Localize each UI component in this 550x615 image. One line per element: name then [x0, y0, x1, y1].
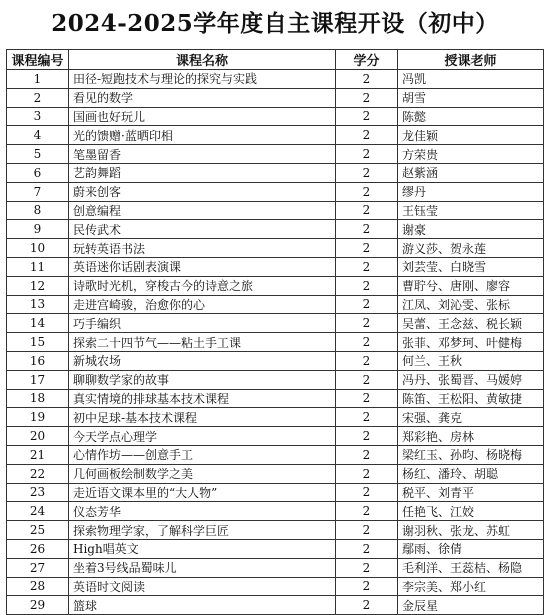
course-number-cell: 27: [7, 558, 69, 577]
teacher-cell: 赵紫涵: [398, 163, 544, 182]
course-name-cell: 新城农场: [69, 351, 336, 370]
course-number-cell: 18: [7, 389, 69, 408]
table-row: [7, 182, 544, 201]
course-number-cell: 9: [7, 220, 69, 239]
course-number-cell: 17: [7, 370, 69, 389]
course-name-cell: High唱英文: [69, 539, 336, 558]
course-name-cell: 聊聊数学家的故事: [69, 370, 336, 389]
teacher-cell: 任艳飞、江姣: [398, 502, 544, 521]
credit-cell: 2: [336, 427, 398, 446]
teacher-cell: 张菲、邓梦珂、叶健梅: [398, 333, 544, 352]
table-row: [7, 276, 544, 295]
course-name-cell: 探索二十四节气——粘土手工课: [69, 333, 336, 352]
course-name-cell: 笔墨留香: [69, 145, 336, 164]
teacher-cell: 游义莎、贺永莲: [398, 239, 544, 258]
table-row: [7, 483, 544, 502]
credit-cell: 2: [336, 107, 398, 126]
credit-cell: 2: [336, 483, 398, 502]
teacher-cell: 宋强、龚克: [398, 408, 544, 427]
header-credit: 学分: [336, 50, 398, 70]
course-number-cell: 13: [7, 295, 69, 314]
credit-cell: 2: [336, 596, 398, 615]
course-name-cell: 真实情境的排球基本技术课程: [69, 389, 336, 408]
table-row: [7, 596, 544, 615]
credit-cell: 2: [336, 351, 398, 370]
course-number-cell: 4: [7, 126, 69, 145]
credit-cell: 2: [336, 521, 398, 540]
table-row: [7, 70, 544, 89]
course-name-cell: 坐着3号线品蜀味儿: [69, 558, 336, 577]
course-number-cell: 22: [7, 464, 69, 483]
credit-cell: 2: [336, 88, 398, 107]
table-row: [7, 502, 544, 521]
table-row: [7, 126, 544, 145]
teacher-cell: 何兰、王秋: [398, 351, 544, 370]
teacher-cell: 胡雪: [398, 88, 544, 107]
table-row: [7, 295, 544, 314]
credit-cell: 2: [336, 314, 398, 333]
table-row: [7, 257, 544, 276]
course-number-cell: 14: [7, 314, 69, 333]
credit-cell: 2: [336, 126, 398, 145]
credit-cell: 2: [336, 257, 398, 276]
table-row: [7, 558, 544, 577]
course-number-cell: 2: [7, 88, 69, 107]
table-row: [7, 220, 544, 239]
course-number-cell: 28: [7, 577, 69, 596]
course-name-cell: 英语时文阅读: [69, 577, 336, 596]
table-row: [7, 333, 544, 352]
course-number-cell: 10: [7, 239, 69, 258]
credit-cell: 2: [336, 408, 398, 427]
course-number-cell: 6: [7, 163, 69, 182]
teacher-cell: 金辰星: [398, 596, 544, 615]
course-number-cell: 12: [7, 276, 69, 295]
course-number-cell: 1: [7, 70, 69, 89]
credit-cell: 2: [336, 163, 398, 182]
teacher-cell: 鄢雨、徐倩: [398, 539, 544, 558]
table-header-row: [7, 50, 544, 70]
course-number-cell: 20: [7, 427, 69, 446]
course-name-cell: 玩转英语书法: [69, 239, 336, 258]
course-number-cell: 23: [7, 483, 69, 502]
credit-cell: 2: [336, 70, 398, 89]
credit-cell: 2: [336, 577, 398, 596]
course-name-cell: 田径-短跑技术与理论的探究与实践: [69, 70, 336, 89]
course-number-cell: 29: [7, 596, 69, 615]
page-title: 2024-2025学年度自主课程开设（初中）: [51, 10, 499, 37]
table-row: [7, 351, 544, 370]
teacher-cell: 谢豪: [398, 220, 544, 239]
credit-cell: 2: [336, 201, 398, 220]
course-name-cell: 英语迷你话剧表演课: [69, 257, 336, 276]
course-name-cell: 篮球: [69, 596, 336, 615]
course-number-cell: 5: [7, 145, 69, 164]
table-row: [7, 408, 544, 427]
table-row: [7, 201, 544, 220]
teacher-cell: 郑彩艳、房林: [398, 427, 544, 446]
table-row: [7, 445, 544, 464]
course-number-cell: 26: [7, 539, 69, 558]
teacher-cell: 杨红、潘玲、胡聪: [398, 464, 544, 483]
teacher-cell: 吴蕾、王念兹、税长颖: [398, 314, 544, 333]
course-table: [6, 49, 544, 615]
teacher-cell: 曹聍兮、唐刚、廖容: [398, 276, 544, 295]
table-body: [7, 70, 544, 615]
table-row: [7, 314, 544, 333]
teacher-cell: 江凤、刘沁雯、张标: [398, 295, 544, 314]
course-name-cell: 诗歌时光机，穿梭古今的诗意之旅: [69, 276, 336, 295]
course-name-cell: 几何画板绘制数学之美: [69, 464, 336, 483]
table-row: [7, 163, 544, 182]
table-row: [7, 427, 544, 446]
course-name-cell: 民传武术: [69, 220, 336, 239]
table-row: [7, 145, 544, 164]
credit-cell: 2: [336, 239, 398, 258]
course-number-cell: 15: [7, 333, 69, 352]
credit-cell: 2: [336, 445, 398, 464]
course-name-cell: 初中足球-基本技术课程: [69, 408, 336, 427]
course-number-cell: 21: [7, 445, 69, 464]
credit-cell: 2: [336, 276, 398, 295]
credit-cell: 2: [336, 182, 398, 201]
credit-cell: 2: [336, 295, 398, 314]
header-teacher: 授课老师: [398, 50, 544, 70]
table-row: [7, 464, 544, 483]
table-row: [7, 577, 544, 596]
credit-cell: 2: [336, 145, 398, 164]
teacher-cell: 缪丹: [398, 182, 544, 201]
header-course-name: 课程名称: [69, 50, 336, 70]
teacher-cell: 龙佳颖: [398, 126, 544, 145]
course-name-cell: 心情作坊——创意手工: [69, 445, 336, 464]
teacher-cell: 刘芸莹、白晓雪: [398, 257, 544, 276]
table-row: [7, 539, 544, 558]
course-name-cell: 仪态芳华: [69, 502, 336, 521]
teacher-cell: 税平、刘青平: [398, 483, 544, 502]
teacher-cell: 谢羽秋、张龙、苏虹: [398, 521, 544, 540]
course-number-cell: 16: [7, 351, 69, 370]
table-row: [7, 389, 544, 408]
table-row: [7, 521, 544, 540]
course-number-cell: 24: [7, 502, 69, 521]
teacher-cell: 冯丹、张蜀晋、马媛婷: [398, 370, 544, 389]
course-name-cell: 探索物理学家，了解科学巨匠: [69, 521, 336, 540]
table-row: [7, 107, 544, 126]
course-number-cell: 19: [7, 408, 69, 427]
course-name-cell: 今天学点心理学: [69, 427, 336, 446]
teacher-cell: 方荣贵: [398, 145, 544, 164]
credit-cell: 2: [336, 464, 398, 483]
course-number-cell: 3: [7, 107, 69, 126]
credit-cell: 2: [336, 370, 398, 389]
teacher-cell: 梁红玉、孙昀、杨晓梅: [398, 445, 544, 464]
credit-cell: 2: [336, 389, 398, 408]
course-number-cell: 8: [7, 201, 69, 220]
course-number-cell: 25: [7, 521, 69, 540]
header-course-number: 课程编号: [7, 50, 69, 70]
course-number-cell: 7: [7, 182, 69, 201]
course-name-cell: 走进宫崎骏，治愈你的心: [69, 295, 336, 314]
course-number-cell: 11: [7, 257, 69, 276]
course-name-cell: 光的馈赠·蓝晒印相: [69, 126, 336, 145]
credit-cell: 2: [336, 220, 398, 239]
course-name-cell: 巧手编织: [69, 314, 336, 333]
credit-cell: 2: [336, 539, 398, 558]
teacher-cell: 李宗美、郑小红: [398, 577, 544, 596]
course-name-cell: 看见的数学: [69, 88, 336, 107]
table-row: [7, 239, 544, 258]
teacher-cell: 王钰莹: [398, 201, 544, 220]
table-row: [7, 370, 544, 389]
table-row: [7, 88, 544, 107]
credit-cell: 2: [336, 502, 398, 521]
course-name-cell: 创意编程: [69, 201, 336, 220]
credit-cell: 2: [336, 333, 398, 352]
teacher-cell: 陈懿: [398, 107, 544, 126]
course-name-cell: 蔚来创客: [69, 182, 336, 201]
course-name-cell: 国画也好玩儿: [69, 107, 336, 126]
course-name-cell: 走近语文课本里的“大人物”: [69, 483, 336, 502]
course-name-cell: 艺韵舞蹈: [69, 163, 336, 182]
teacher-cell: 冯凯: [398, 70, 544, 89]
teacher-cell: 陈笛、王松阳、黄敏捷: [398, 389, 544, 408]
credit-cell: 2: [336, 558, 398, 577]
teacher-cell: 毛利洋、王蕊桔、杨隐: [398, 558, 544, 577]
